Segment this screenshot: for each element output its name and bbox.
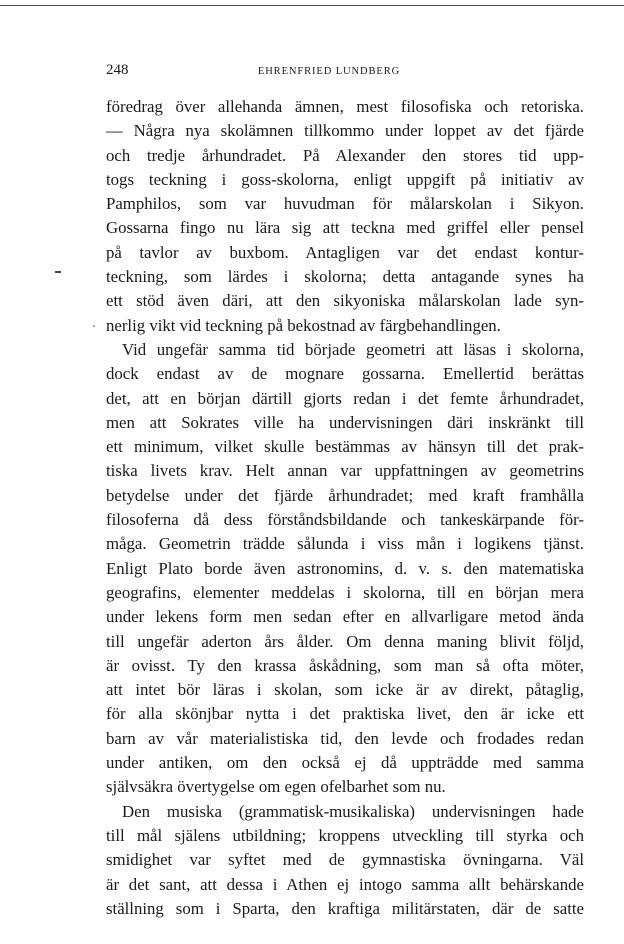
running-head: EHRENFRIED LUNDBERG bbox=[257, 66, 401, 77]
text-line: Gossarna fingo nu lära sig att teckna med griffel eller pensel bbox=[106, 218, 584, 238]
text-line: för alla skönjbar nytta i det praktiska livet, den är icke ett bbox=[106, 704, 584, 724]
text-line: självsäkra övertygelse om egen ofelbarhet som nu. bbox=[106, 777, 446, 797]
text-line: är ovisst. Ty den krassa åskådning, som man så ofta möter, bbox=[106, 655, 584, 675]
text-line: dock endast av de mognare gossarna. Emellertid berättas bbox=[106, 364, 584, 384]
top-border-rule bbox=[0, 5, 624, 6]
text-line: geografins, elementer meddelas i skolorna, till en början mera bbox=[106, 582, 584, 602]
margin-dot bbox=[93, 325, 95, 327]
paragraph-start-line: Den musiska (grammatisk-musikaliska) undervisningen hade bbox=[122, 801, 584, 821]
text-line: ett minimum, vilket skulle bestämmas av hänsyn till det prak- bbox=[106, 437, 584, 457]
text-line: betydelse under det fjärde århundradet; med kraft framhålla bbox=[106, 485, 584, 505]
text-line: nerlig vikt vid teckning på bekostnad av färgbehandlingen. bbox=[106, 315, 501, 335]
text-line: — Några nya skolämnen tillkommo under loppet av det fjärde bbox=[106, 121, 584, 141]
text-line: Pamphilos, som var huvudman för målarskolan i Sikyon. bbox=[106, 194, 584, 214]
text-line: tiska livets krav. Helt annan var uppfattningen av geometrins bbox=[106, 461, 584, 481]
paragraph-start-line: Vid ungefär samma tid började geometri att läsas i skolorna, bbox=[122, 339, 584, 359]
text-line: att intet bör läras i skolan, som icke är av direkt, påtaglig, bbox=[106, 680, 584, 700]
text-line: det, att en början därtill gjorts redan i det femte århundradet, bbox=[106, 388, 584, 408]
text-line: under lekens form men sedan efter en allvarligare metod ända bbox=[106, 607, 584, 627]
text-line: barn av vår materialistiska tid, den levde och frodades redan bbox=[106, 728, 584, 748]
text-line: till mål själens utbildning; kroppens utveckling till styrka och bbox=[106, 825, 584, 845]
text-line: är det sant, att dessa i Athen ej intogo samma allt behärskande bbox=[106, 874, 584, 894]
body-text bbox=[106, 95, 584, 921]
margin-mark bbox=[55, 271, 61, 273]
text-line: Enligt Plato borde även astronomins, d. v. s. den matematiska bbox=[106, 558, 584, 578]
text-line: under antiken, om den också ej då uppträdde med samma bbox=[106, 753, 584, 773]
text-line: och tredje århundradet. På Alexander den stores tid upp- bbox=[106, 145, 584, 165]
text-line: måga. Geometrin trädde sålunda i viss mån i logikens tjänst. bbox=[106, 534, 584, 554]
text-line: togs teckning i goss-skolorna, enligt uppgift på initiativ av bbox=[106, 169, 584, 189]
text-line: föredrag över allehanda ämnen, mest filosofiska och retoriska. bbox=[106, 97, 584, 116]
text-line: på tavlor av buxbom. Antagligen var det endast kontur- bbox=[106, 242, 584, 262]
text-line: filosoferna då dess förståndsbildande och tankeskärpande för- bbox=[106, 510, 584, 530]
text-line: teckning, som lärdes i skolorna; detta antagande synes ha bbox=[106, 267, 584, 287]
text-line: men att Sokrates ville ha undervisningen däri inskränkt till bbox=[106, 412, 584, 432]
text-line: till ungefär aderton års ålder. Om denna maning blivit följd, bbox=[106, 631, 584, 651]
text-line: ett stöd även däri, att den sikyoniska målarskolan lade syn- bbox=[106, 291, 584, 311]
text-line: ställning som i Sparta, den kraftiga militärstaten, där de satte bbox=[106, 898, 584, 918]
text-line: smidighet var syftet med de gymnastiska övningarna. Väl bbox=[106, 850, 584, 870]
page-number: 248 bbox=[106, 62, 129, 78]
